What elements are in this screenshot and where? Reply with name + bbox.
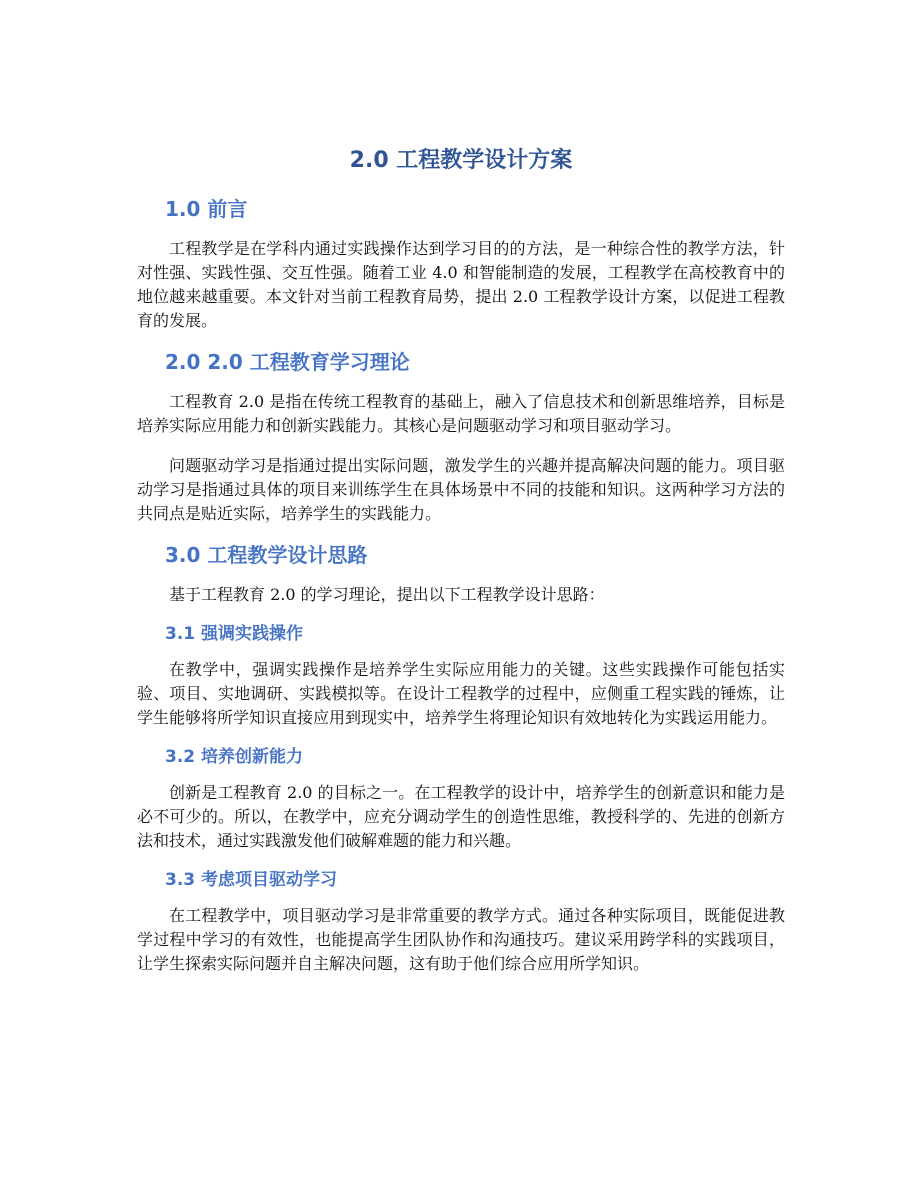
learning-theory-paragraph-2: 问题驱动学习是指通过提出实际问题，激发学生的兴趣并提高解决问题的能力。项目驱动学习是指通过具体的项目来训练学生在具体场景中不同的技能和知识。这两种学习方法的共同点是贴近实际，培养学生的实践能力。	[137, 455, 785, 523]
learning-theory-paragraph-1: 工程教育 2.0 是指在传统工程教育的基础上，融入了信息技术和创新思维培养，目标是培养实际应用能力和创新实践能力。其核心是问题驱动学习和项目驱动学习。	[137, 391, 785, 435]
section-heading-design-ideas: 3.0 工程教学设计思路	[165, 542, 368, 567]
section-heading-learning-theory: 2.0 2.0 工程教育学习理论	[165, 349, 410, 374]
page-title: 2.0 工程教学设计方案	[349, 148, 573, 173]
project-learning-paragraph: 在工程教学中，项目驱动学习是非常重要的教学方式。通过各种实际项目，既能促进教学过程中学习的有效性，也能提高学生团队协作和沟通技巧。建议采用跨学科的实践项目，让学生探索实际问题并自主解决问题，这有助于他们综合应用所学知识。	[137, 905, 785, 973]
introduction-paragraph: 工程教学是在学科内通过实践操作达到学习目的的方法，是一种综合性的教学方法，针对性强、实践性强、交互性强。随着工业 4.0 和智能制造的发展，工程教学在高校教育中的地位越来越重要。本文针对当前工程教育局势，提出 2.0 工程教学设计方案，以促进工程教育的发展。	[137, 238, 785, 330]
design-ideas-intro-paragraph: 基于工程教育 2.0 的学习理论，提出以下工程教学设计思路：	[169, 584, 605, 604]
innovation-paragraph: 创新是工程教育 2.0 的目标之一。在工程教学的设计中，培养学生的创新意识和能力是必不可少的。所以，在教学中，应充分调动学生的创造性思维，教授科学的、先进的创新方法和技术，通过实践激发他们破解难题的能力和兴趣。	[137, 782, 785, 850]
section-heading-introduction: 1.0 前言	[165, 196, 248, 221]
practice-paragraph: 在教学中，强调实践操作是培养学生实际应用能力的关键。这些实践操作可能包括实验、项目、实地调研、实践模拟等。在设计工程教学的过程中，应侧重工程实践的锤炼，让学生能够将所学知识直接应用到现实中，培养学生将理论知识有效地转化为实践运用能力。	[137, 659, 785, 727]
subsection-heading-innovation: 3.2 培养创新能力	[165, 746, 304, 767]
subsection-heading-practice: 3.1 强调实践操作	[165, 623, 304, 644]
subsection-heading-project-learning: 3.3 考虑项目驱动学习	[165, 869, 338, 890]
document-content	[137, 136, 785, 992]
